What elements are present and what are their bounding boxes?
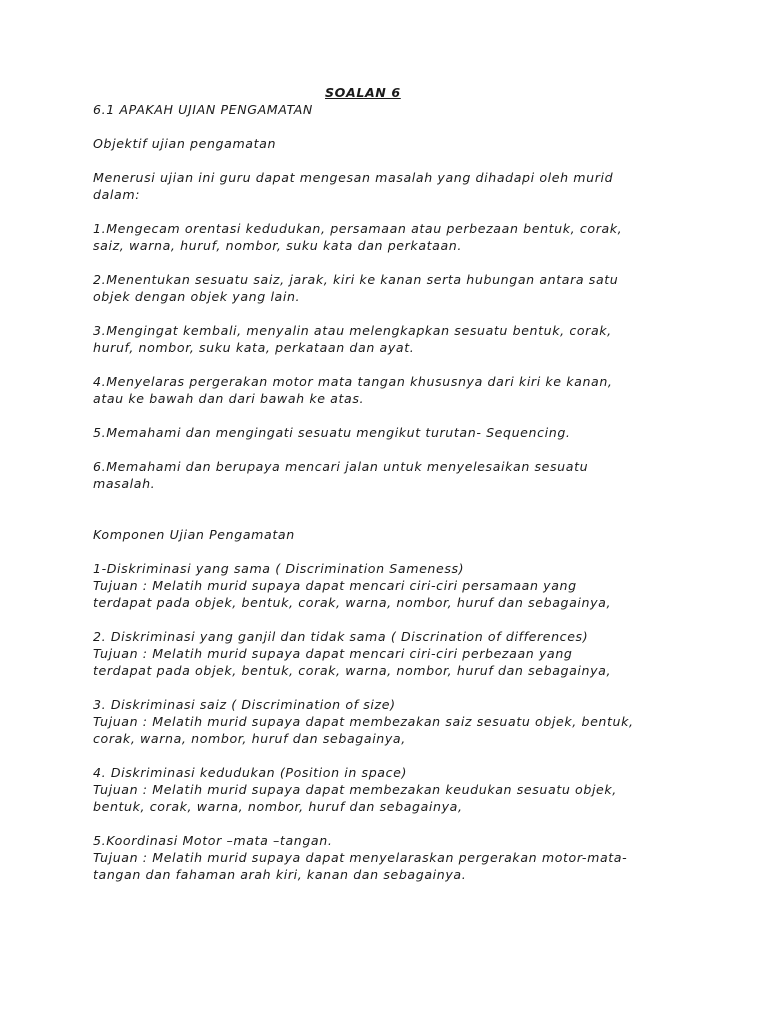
objective-item: masalah. xyxy=(93,476,156,491)
objective-item: saiz, warna, huruf, nombor, suku kata dan perkataan. xyxy=(93,238,462,253)
component-title: 1-Diskriminasi yang sama ( Discrimination Sameness) xyxy=(93,561,465,576)
document-title: SOALAN 6 xyxy=(325,85,401,100)
component-line: tangan dan fahaman arah kiri, kanan dan sebagainya. xyxy=(93,867,467,882)
component-line: terdapat pada objek, bentuk, corak, warna, nombor, huruf dan sebagainya, xyxy=(93,663,612,678)
objective-item: atau ke bawah dan dari bawah ke atas. xyxy=(93,391,365,406)
component-line: corak, warna, nombor, huruf dan sebagainya, xyxy=(93,731,406,746)
objective-item: huruf, nombor, suku kata, perkataan dan ayat. xyxy=(93,340,415,355)
component-title: 2. Diskriminasi yang ganjil dan tidak sama ( Discrination of differences) xyxy=(93,629,589,644)
objective-item: 6.Memahami dan berupaya mencari jalan untuk menyelesaikan sesuatu xyxy=(93,459,589,474)
document-page xyxy=(93,84,693,883)
component-line: Tujuan : Melatih murid supaya dapat mencari ciri-ciri persamaan yang xyxy=(93,578,577,593)
component-title: 5.Koordinasi Motor –mata –tangan. xyxy=(93,833,333,848)
objective-item: objek dengan objek yang lain. xyxy=(93,289,301,304)
objective-heading: Objektif ujian pengamatan xyxy=(93,136,277,151)
section-heading: 6.1 APAKAH UJIAN PENGAMATAN xyxy=(93,102,313,117)
components-heading: Komponen Ujian Pengamatan xyxy=(93,527,295,542)
objective-item: 3.Mengingat kembali, menyalin atau melengkapkan sesuatu bentuk, corak, xyxy=(93,323,612,338)
component-line: Tujuan : Melatih murid supaya dapat membezakan keudukan sesuatu objek, xyxy=(93,782,617,797)
component-line: bentuk, corak, warna, nombor, huruf dan sebagainya, xyxy=(93,799,463,814)
component-line: Tujuan : Melatih murid supaya dapat mencari ciri-ciri perbezaan yang xyxy=(93,646,573,661)
component-line: Tujuan : Melatih murid supaya dapat membezakan saiz sesuatu objek, bentuk, xyxy=(93,714,634,729)
component-line: terdapat pada objek, bentuk, corak, warna, nombor, huruf dan sebagainya, xyxy=(93,595,612,610)
component-line: Tujuan : Melatih murid supaya dapat menyelaraskan pergerakan motor-mata- xyxy=(93,850,628,865)
objective-item: 1.Mengecam orentasi kedudukan, persamaan atau perbezaan bentuk, corak, xyxy=(93,221,623,236)
intro-line: dalam: xyxy=(93,187,141,202)
component-title: 3. Diskriminasi saiz ( Discrimination of size) xyxy=(93,697,396,712)
objective-item: 4.Menyelaras pergerakan motor mata tangan khususnya dari kiri ke kanan, xyxy=(93,374,613,389)
objective-item: 2.Menentukan sesuatu saiz, jarak, kiri ke kanan serta hubungan antara satu xyxy=(93,272,619,287)
component-title: 4. Diskriminasi kedudukan (Position in space) xyxy=(93,765,408,780)
intro-line: Menerusi ujian ini guru dapat mengesan masalah yang dihadapi oleh murid xyxy=(93,170,614,185)
objective-item: 5.Memahami dan mengingati sesuatu mengikut turutan- Sequencing. xyxy=(93,425,571,440)
